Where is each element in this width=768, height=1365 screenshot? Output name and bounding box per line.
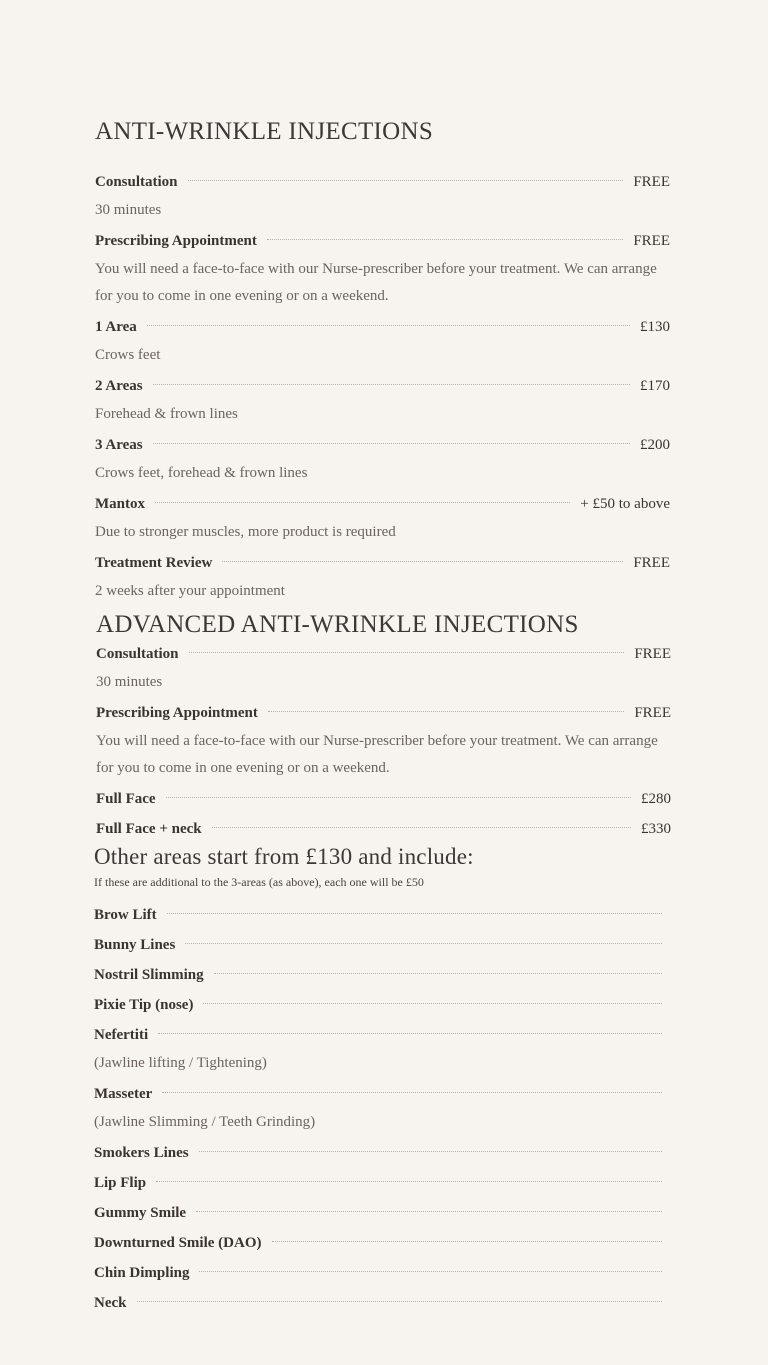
item-name: Downturned Smile (DAO) — [94, 1235, 262, 1251]
dotted-leader — [185, 942, 662, 944]
item-description: Crows feet — [95, 347, 161, 363]
dotted-leader — [203, 1002, 662, 1004]
item-description: Crows feet, forehead & frown lines — [95, 465, 308, 481]
advanced-section — [96, 610, 671, 844]
item-name: Bunny Lines — [94, 937, 176, 953]
item-name: Neck — [94, 1295, 127, 1311]
price-row-3-areas — [95, 430, 670, 460]
dotted-leader — [162, 1091, 662, 1093]
item-name: Consultation — [96, 646, 179, 662]
item-price: £330 — [641, 821, 671, 837]
dotted-leader — [167, 912, 662, 914]
item-name: Masseter — [94, 1086, 153, 1102]
dotted-leader — [272, 1240, 663, 1242]
item-name: Full Face — [96, 791, 156, 807]
price-row-mantox — [95, 489, 670, 519]
dotted-leader — [155, 501, 570, 503]
other-areas-section — [94, 842, 662, 1318]
item-description: Due to stronger muscles, more product is required — [95, 524, 396, 540]
price-row-consultation — [95, 167, 670, 197]
item-description: Forehead & frown lines — [95, 406, 238, 422]
dotted-leader — [153, 442, 630, 444]
item-price: £130 — [640, 319, 670, 335]
price-row-nostril-slimming — [94, 960, 662, 990]
item-name: Consultation — [95, 174, 178, 190]
anti-wrinkle-heading: ANTI-WRINKLE INJECTIONS — [95, 118, 434, 145]
dotted-leader — [156, 1180, 662, 1182]
item-description: You will need a face-to-face with our Nurse-prescriber before your treatment. We can arrange for you to come in one evening or on a weekend. — [96, 733, 658, 776]
item-price: £170 — [640, 378, 670, 394]
item-description: You will need a face-to-face with our Nurse-prescriber before your treatment. We can arrange for you to come in one evening or on a weekend. — [95, 261, 657, 304]
item-name: Chin Dimpling — [94, 1265, 190, 1281]
advanced-heading: ADVANCED ANTI-WRINKLE INJECTIONS — [96, 611, 579, 638]
item-price: FREE — [633, 555, 670, 571]
item-name: Lip Flip — [94, 1175, 147, 1191]
item-price: + £50 to above — [580, 496, 670, 512]
price-row-1-area — [95, 312, 670, 342]
dotted-leader — [199, 1150, 662, 1152]
item-description: 2 weeks after your appointment — [95, 583, 285, 599]
item-price: FREE — [634, 646, 671, 662]
price-row-2-areas — [95, 371, 670, 401]
dotted-leader — [268, 710, 624, 712]
price-row-gummy-smile — [94, 1198, 662, 1228]
dotted-leader — [147, 324, 630, 326]
item-name: Prescribing Appointment — [95, 233, 257, 249]
dotted-leader — [199, 1270, 662, 1272]
dotted-leader — [166, 796, 631, 798]
item-name: Gummy Smile — [94, 1205, 187, 1221]
dotted-leader — [189, 651, 625, 653]
item-name: 2 Areas — [95, 378, 143, 394]
item-price: FREE — [633, 233, 670, 249]
dotted-leader — [214, 972, 662, 974]
item-name: Brow Lift — [94, 907, 157, 923]
item-name: Mantox — [95, 496, 145, 512]
other-areas-list — [94, 900, 662, 1318]
anti-wrinkle-list — [95, 167, 670, 605]
dotted-leader — [137, 1300, 663, 1302]
item-price: £280 — [641, 791, 671, 807]
price-row-masseter — [94, 1079, 662, 1109]
item-name: 1 Area — [95, 319, 137, 335]
price-row-prescribing-appointment — [95, 226, 670, 256]
item-name: Prescribing Appointment — [96, 705, 258, 721]
price-row-chin-dimpling — [94, 1258, 662, 1288]
item-name: Nostril Slimming — [94, 967, 204, 983]
other-areas-heading: Other areas start from £130 and include: — [94, 844, 474, 869]
price-row-consultation — [96, 639, 671, 669]
price-row-nefertiti — [94, 1020, 662, 1050]
dotted-leader — [222, 560, 623, 562]
price-row-full-face — [96, 784, 671, 814]
item-price: £200 — [640, 437, 670, 453]
item-description: 30 minutes — [96, 674, 163, 690]
dotted-leader — [196, 1210, 662, 1212]
price-row-bunny-lines — [94, 930, 662, 960]
price-row-brow-lift — [94, 900, 662, 930]
item-name: Pixie Tip (nose) — [94, 997, 194, 1013]
price-row-pixie-tip-nose — [94, 990, 662, 1020]
item-name: Full Face + neck — [96, 821, 202, 837]
price-row-prescribing-appointment — [96, 698, 671, 728]
dotted-leader — [158, 1032, 662, 1034]
item-price: FREE — [634, 705, 671, 721]
price-row-treatment-review — [95, 548, 670, 578]
item-description: (Jawline Slimming / Teeth Grinding) — [94, 1114, 316, 1130]
dotted-leader — [153, 383, 630, 385]
item-name: Treatment Review — [95, 555, 213, 571]
price-row-neck — [94, 1288, 662, 1318]
dotted-leader — [212, 826, 631, 828]
dotted-leader — [188, 179, 624, 181]
price-row-lip-flip — [94, 1168, 662, 1198]
other-areas-note: If these are additional to the 3-areas (as above), each one will be £50 — [94, 875, 424, 889]
item-description: (Jawline lifting / Tightening) — [94, 1055, 267, 1071]
item-name: Nefertiti — [94, 1027, 149, 1043]
item-name: 3 Areas — [95, 437, 143, 453]
price-row-full-face-neck — [96, 814, 671, 844]
dotted-leader — [267, 238, 623, 240]
price-row-smokers-lines — [94, 1138, 662, 1168]
item-name: Smokers Lines — [94, 1145, 189, 1161]
price-row-downturned-smile-dao — [94, 1228, 662, 1258]
anti-wrinkle-section — [95, 117, 670, 607]
advanced-list — [96, 639, 671, 844]
item-description: 30 minutes — [95, 202, 162, 218]
item-price: FREE — [633, 174, 670, 190]
